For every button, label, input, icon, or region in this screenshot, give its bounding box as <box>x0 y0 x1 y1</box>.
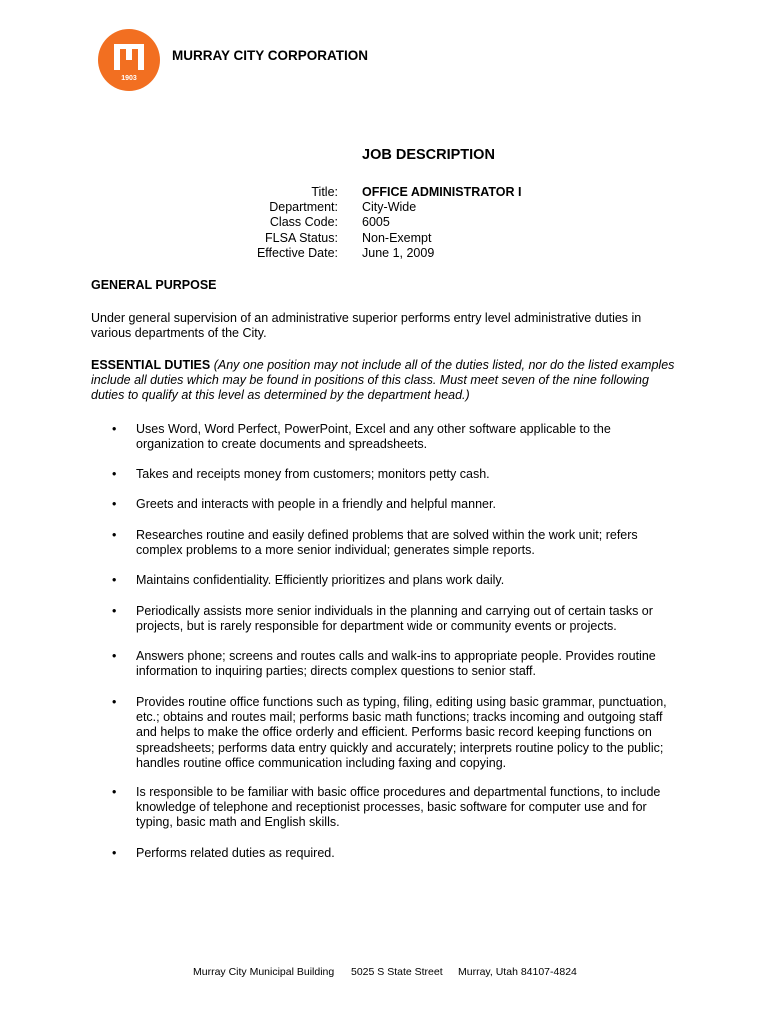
general-purpose-heading: GENERAL PURPOSE <box>91 278 217 292</box>
bullet: • <box>112 695 117 709</box>
essential-duties-note: duties to qualify at this level as determined by the department head.) <box>91 388 470 403</box>
organization-name: MURRAY CITY CORPORATION <box>172 48 369 63</box>
bullet: • <box>112 649 117 663</box>
info-label-effective-date: Effective Date: <box>256 245 338 260</box>
bullet: • <box>112 422 117 436</box>
duty-line: Researches routine and easily defined problems that are solved within the work unit; refers <box>136 528 638 542</box>
essential-duties-intro <box>91 358 681 404</box>
info-label-title: Title: <box>311 185 338 199</box>
bullet: • <box>112 573 117 587</box>
essential-duties-note: include all duties which may be found in positions of this class. Must meet seven of the nine following <box>91 373 649 388</box>
info-values <box>362 185 522 261</box>
bullet: • <box>112 604 117 618</box>
bullet: • <box>112 467 117 481</box>
info-label-flsa-status: FLSA Status: <box>265 230 338 245</box>
duty-line: projects, but is rarely responsible for department wide or community events or projects. <box>136 619 617 634</box>
duty-line: organization to create documents and spreadsheets. <box>136 437 428 452</box>
duty-line: Answers phone; screens and routes calls and walk-ins to appropriate people. Provides routine <box>136 649 656 663</box>
footer-city: Murray, Utah 84107-4824 <box>458 966 577 978</box>
duty-line: Performs related duties as required. <box>136 846 335 860</box>
info-label-department: Department: <box>269 200 338 215</box>
essential-duties-heading: ESSENTIAL DUTIES <box>91 358 211 372</box>
info-value-title: OFFICE ADMINISTRATOR I <box>362 185 522 199</box>
duty-line: Takes and receipts money from customers; monitors petty cash. <box>136 467 490 481</box>
info-value-department: City-Wide <box>362 200 417 215</box>
bullet: • <box>112 528 117 542</box>
general-purpose-text <box>91 311 681 341</box>
duty-line: information to inquiring parties; directs complex questions to senior staff. <box>136 664 536 679</box>
footer-street: 5025 S State Street <box>351 966 443 978</box>
essential-duties-note: (Any one position may not include all of the duties listed, nor do the listed examples <box>213 358 675 372</box>
duty-line: Periodically assists more senior individuals in the planning and carrying out of certain tasks or <box>136 604 653 618</box>
duty-line: Is responsible to be familiar with basic office procedures and departmental functions, to include <box>136 785 661 799</box>
logo-year: 1903 <box>121 75 137 82</box>
info-labels <box>257 185 338 261</box>
info-value-effective-date: June 1, 2009 <box>362 245 435 260</box>
duty-line: Greets and interacts with people in a friendly and helpful manner. <box>136 497 496 511</box>
footer-building: Murray City Municipal Building <box>193 966 335 978</box>
murray-city-logo <box>98 29 160 91</box>
duty-line: spreadsheets; performs data entry quickly and accurately; interprets routine policy to the public; <box>136 740 664 755</box>
duty-line: Uses Word, Word Perfect, PowerPoint, Excel and any other software applicable to the <box>136 422 611 436</box>
document-title: JOB DESCRIPTION <box>362 147 495 163</box>
duty-line: Provides routine office functions such as typing, filing, editing using basic grammar, punctuation, <box>136 695 667 709</box>
bullet: • <box>112 497 117 511</box>
duty-line: Maintains confidentiality. Efficiently prioritizes and plans work daily. <box>136 573 505 587</box>
info-label-class-code: Class Code: <box>269 215 338 230</box>
duty-line: etc.; obtains and routes mail; performs basic math functions; tracks incoming and outgoing staff <box>136 710 663 725</box>
duty-line: handles routine office communication including faxing and copying. <box>136 755 507 770</box>
duty-line: knowledge of telephone and receptionist processes, basic software for computer use and for <box>136 800 647 815</box>
duty-line: and helps to make the office orderly and efficient. Performs basic record keeping functions on <box>136 725 652 740</box>
duty-line: typing, basic math and English skills. <box>136 815 340 830</box>
general-purpose-line: various departments of the City. <box>91 326 267 341</box>
duty-line: complex problems to a more senior individual; generates simple reports. <box>136 543 535 558</box>
general-purpose-line: Under general supervision of an administrative superior performs entry level administrative duties in <box>91 311 642 325</box>
bullet: • <box>112 846 117 860</box>
info-value-class-code: 6005 <box>362 215 390 230</box>
bullet: • <box>112 785 117 799</box>
info-value-flsa-status: Non-Exempt <box>362 230 432 245</box>
